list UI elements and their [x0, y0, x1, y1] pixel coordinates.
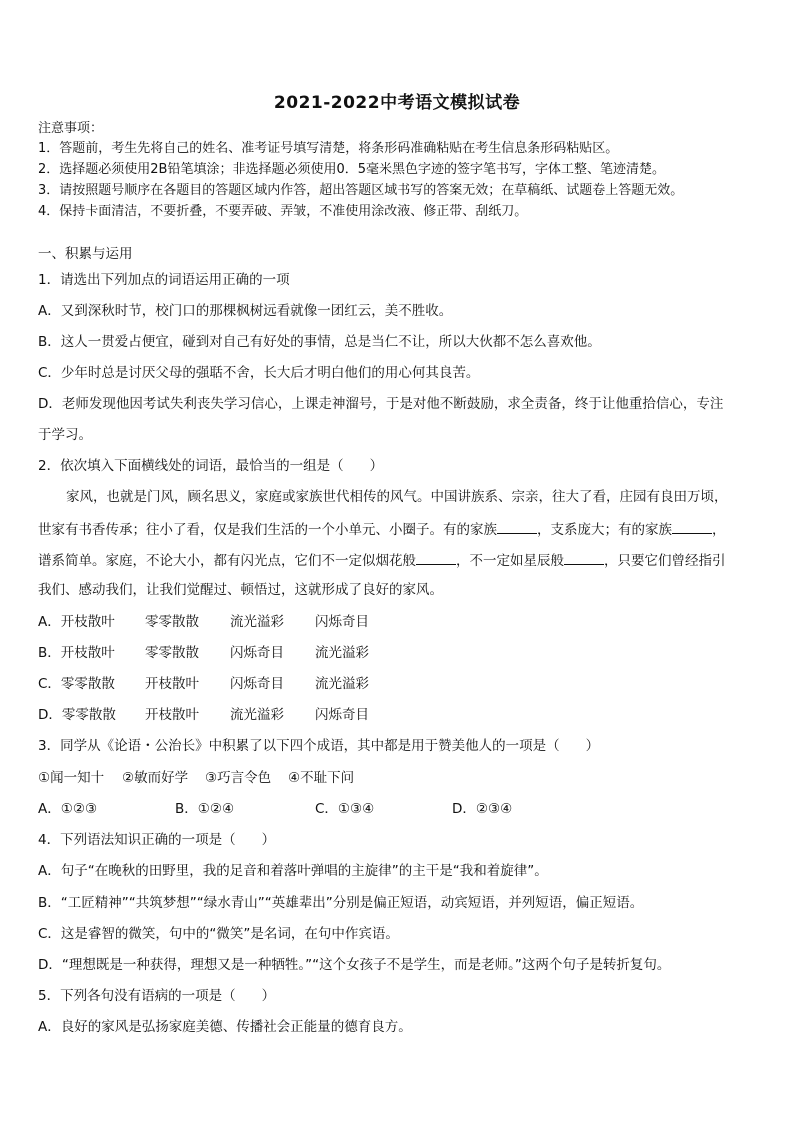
q2-option-d-2: 开枝散叶	[145, 707, 199, 723]
q2-passage-line: 谱系简单。家庭，不论大小，都有闪光点，它们不一定似烟花般 ，不一定如星辰般 ，只要它们曾经指引	[38, 550, 758, 570]
fill-blank	[564, 550, 604, 565]
notice-item: 1．答题前，考生先将自己的姓名、准考证号填写清楚，将条形码准确粘贴在考生信息条形码粘贴区。	[38, 141, 619, 156]
q2-option-c-4: 流光溢彩	[315, 676, 369, 692]
q1-option-d: D．老师发现他因考试失利丧失学习信心，上课走神溜号，于是对他不断鼓励，求全责备，终于让他重拾信心，专注	[38, 396, 724, 412]
q3-stem: 3．同学从《论语・公治长》中积累了以下四个成语，其中都是用于赞美他人的一项是（ ）	[38, 738, 600, 754]
q2-passage-line: 世家有书香传承；往小了看，仅是我们生活的一个小单元、小圈子。有的家族 ，支系庞大；有的家族 ，	[38, 519, 758, 539]
notice-item: 2．选择题必须使用2B铅笔填涂；非选择题必须使用0．5毫米黑色字迹的签字笔书写，字体工整、笔迹清楚。	[38, 162, 666, 177]
fill-blank	[416, 550, 456, 565]
q3-option-d: D．②③④	[452, 801, 513, 817]
q1-option-a: A．又到深秋时节，校门口的那棵枫树远看就像一团红云，美不胜收。	[38, 303, 453, 319]
fill-blank	[672, 519, 712, 534]
exam-title: 2021-2022中考语文模拟试卷	[273, 93, 521, 113]
q5-option-a: A．良好的家风是弘扬家庭美德、传播社会正能量的德育良方。	[38, 1019, 412, 1035]
section-heading: 一、积累与运用	[38, 246, 133, 262]
q2-stem: 2．依次填入下面横线处的词语，最恰当的一组是（ ）	[38, 458, 384, 474]
q2-option-d-1: D．零零散散	[38, 707, 116, 723]
q2-option-c-3: 闪烁奇目	[230, 676, 284, 692]
q4-stem: 4．下列语法知识正确的一项是（ ）	[38, 832, 276, 848]
q2-passage-line: 我们、感动我们，让我们觉醒过、顿悟过，这就形成了良好的家风。	[38, 582, 443, 598]
q2-option-c-1: C．零零散散	[38, 676, 115, 692]
fill-blank	[497, 519, 537, 534]
q3-idiom-2: ②敏而好学	[122, 770, 189, 786]
q4-option-c: C．这是睿智的微笑，句中的“微笑”是名词，在句中作宾语。	[38, 926, 399, 942]
q3-idiom-4: ④不耻下问	[288, 770, 355, 786]
q2-passage-line: 家风，也就是门风，顾名思义，家庭或家族世代相传的风气。中国讲族系、宗亲，往大了看，庄园有良田万顷，	[66, 489, 728, 505]
q2-option-b-1: B．开枝散叶	[38, 645, 115, 661]
notice-item: 3．请按照题号顺序在各题目的答题区域内作答，超出答题区域书写的答案无效；在草稿纸、试题卷上答题无效。	[38, 183, 684, 198]
notice-item: 4．保持卡面清洁，不要折叠，不要弄破、弄皱，不准使用涂改液、修正带、刮纸刀。	[38, 204, 528, 219]
q2-option-d-4: 闪烁奇目	[315, 707, 369, 723]
q3-option-c: C．①③④	[315, 801, 375, 817]
q2-option-b-3: 闪烁奇目	[230, 645, 284, 661]
q1-option-c: C．少年时总是讨厌父母的强聒不舍，长大后才明白他们的用心何其良苦。	[38, 365, 480, 381]
q3-option-b: B．①②④	[175, 801, 235, 817]
q3-option-a: A．①②③	[38, 801, 98, 817]
q3-idiom-1: ①闻一知十	[38, 770, 105, 786]
q4-option-a: A．句子“在晚秋的田野里，我的足音和着落叶弹唱的主旋律”的主干是“我和着旋律”。	[38, 863, 548, 879]
q2-option-a-1: A．开枝散叶	[38, 614, 115, 630]
q2-option-a-2: 零零散散	[145, 614, 199, 630]
q2-option-a-3: 流光溢彩	[230, 614, 284, 630]
q4-option-b: B．“工匠精神”“共筑梦想”“绿水青山”“英雄辈出”分别是偏正短语，动宾短语，并列短语，偏正短语。	[38, 895, 644, 911]
q2-option-b-4: 流光溢彩	[315, 645, 369, 661]
notice-heading: 注意事项：	[38, 121, 104, 136]
q2-option-c-2: 开枝散叶	[145, 676, 199, 692]
q5-stem: 5．下列各句没有语病的一项是（ ）	[38, 988, 276, 1004]
q2-option-a-4: 闪烁奇目	[315, 614, 369, 630]
q2-option-d-3: 流光溢彩	[230, 707, 284, 723]
q1-stem: 1．请选出下列加点的词语运用正确的一项	[38, 272, 290, 288]
q4-option-d: D．“理想既是一种获得，理想又是一种牺牲。”“这个女孩子不是学生，而是老师。”这两个句子是转折复句。	[38, 957, 671, 973]
q3-idiom-3: ③巧言令色	[205, 770, 272, 786]
q2-option-b-2: 零零散散	[145, 645, 199, 661]
q1-option-d-cont: 于学习。	[38, 427, 92, 443]
q1-option-b: B．这人一贯爱占便宜，碰到对自己有好处的事情，总是当仁不让，所以大伙都不怎么喜欢他。	[38, 334, 601, 350]
